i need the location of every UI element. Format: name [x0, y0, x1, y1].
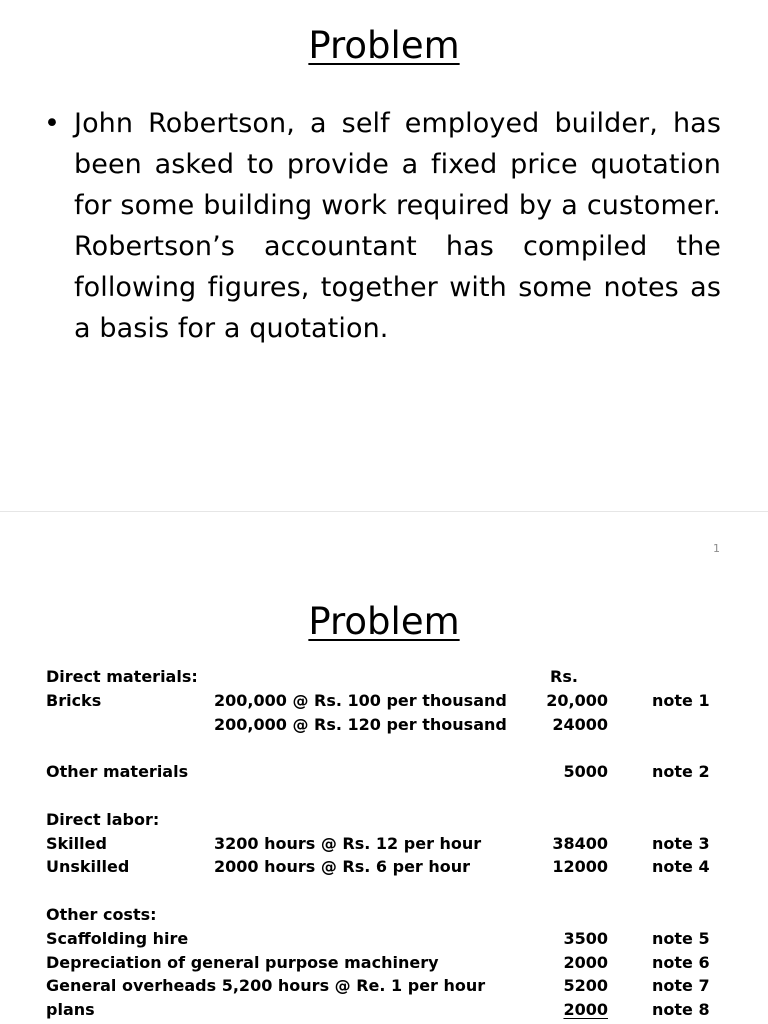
problem-description: John Robertson, a self employed builder, has been asked to provide a fixed price quotation for some building work required by a customer. Robertson’s accountant has compiled the following figures, together with some notes as a basis for a quotation.	[74, 108, 721, 344]
row-detail: 3200 hours @ Rs. 12 per hour	[214, 834, 482, 853]
row-amount: 5000	[563, 762, 608, 781]
table-row	[0, 833, 768, 855]
row-amount: 5200	[563, 976, 608, 995]
slide-1-title: Problem	[308, 24, 460, 67]
table-row	[0, 904, 768, 926]
row-amount: 24000	[552, 715, 608, 734]
row-amount: 3500	[563, 929, 608, 948]
table-row	[0, 856, 768, 878]
row-note: note 6	[652, 953, 710, 972]
row-label: Unskilled	[46, 857, 130, 876]
row-note: note 7	[652, 976, 710, 995]
row-label: Direct labor:	[46, 810, 160, 829]
table-row	[0, 952, 768, 974]
row-note: note 2	[652, 762, 710, 781]
slide-2-title: Problem	[308, 600, 460, 643]
row-note: note 8	[652, 1000, 710, 1019]
bullet-icon: •	[44, 108, 60, 139]
row-label: Other materials	[46, 762, 189, 781]
row-label: Bricks	[46, 691, 102, 710]
row-note: note 5	[652, 929, 710, 948]
table-row	[0, 690, 768, 712]
row-detail: 2000 hours @ Rs. 6 per hour	[214, 857, 471, 876]
row-label: Direct materials:	[46, 667, 198, 686]
row-label: Skilled	[46, 834, 107, 853]
row-amount-total: 2000	[563, 1000, 608, 1019]
table-row	[0, 928, 768, 950]
row-note: note 4	[652, 857, 710, 876]
row-label: General overheads 5,200 hours @ Re. 1 per hour	[46, 976, 486, 995]
row-label: plans	[46, 1000, 95, 1019]
row-label: Depreciation of general purpose machinery	[46, 953, 439, 972]
table-row	[0, 666, 768, 688]
row-note: note 1	[652, 691, 710, 710]
row-detail: 200,000 @ Rs. 100 per thousand	[214, 691, 507, 710]
row-label: Scaffolding hire	[46, 929, 189, 948]
row-amount	[500, 999, 608, 1021]
table-row	[0, 714, 768, 736]
row-label: Other costs:	[46, 905, 157, 924]
table-row	[0, 809, 768, 831]
row-amount: 12000	[552, 857, 608, 876]
table-row	[0, 999, 768, 1021]
currency-header: Rs.	[550, 667, 578, 686]
row-amount: 20,000	[546, 691, 608, 710]
row-detail: 200,000 @ Rs. 120 per thousand	[214, 715, 507, 734]
row-note: note 3	[652, 834, 710, 853]
row-amount: 38400	[552, 834, 608, 853]
bullet-item	[44, 103, 724, 349]
table-row	[0, 761, 768, 783]
slide-number: 1	[713, 542, 720, 555]
row-amount: 2000	[563, 953, 608, 972]
table-row	[0, 975, 768, 997]
